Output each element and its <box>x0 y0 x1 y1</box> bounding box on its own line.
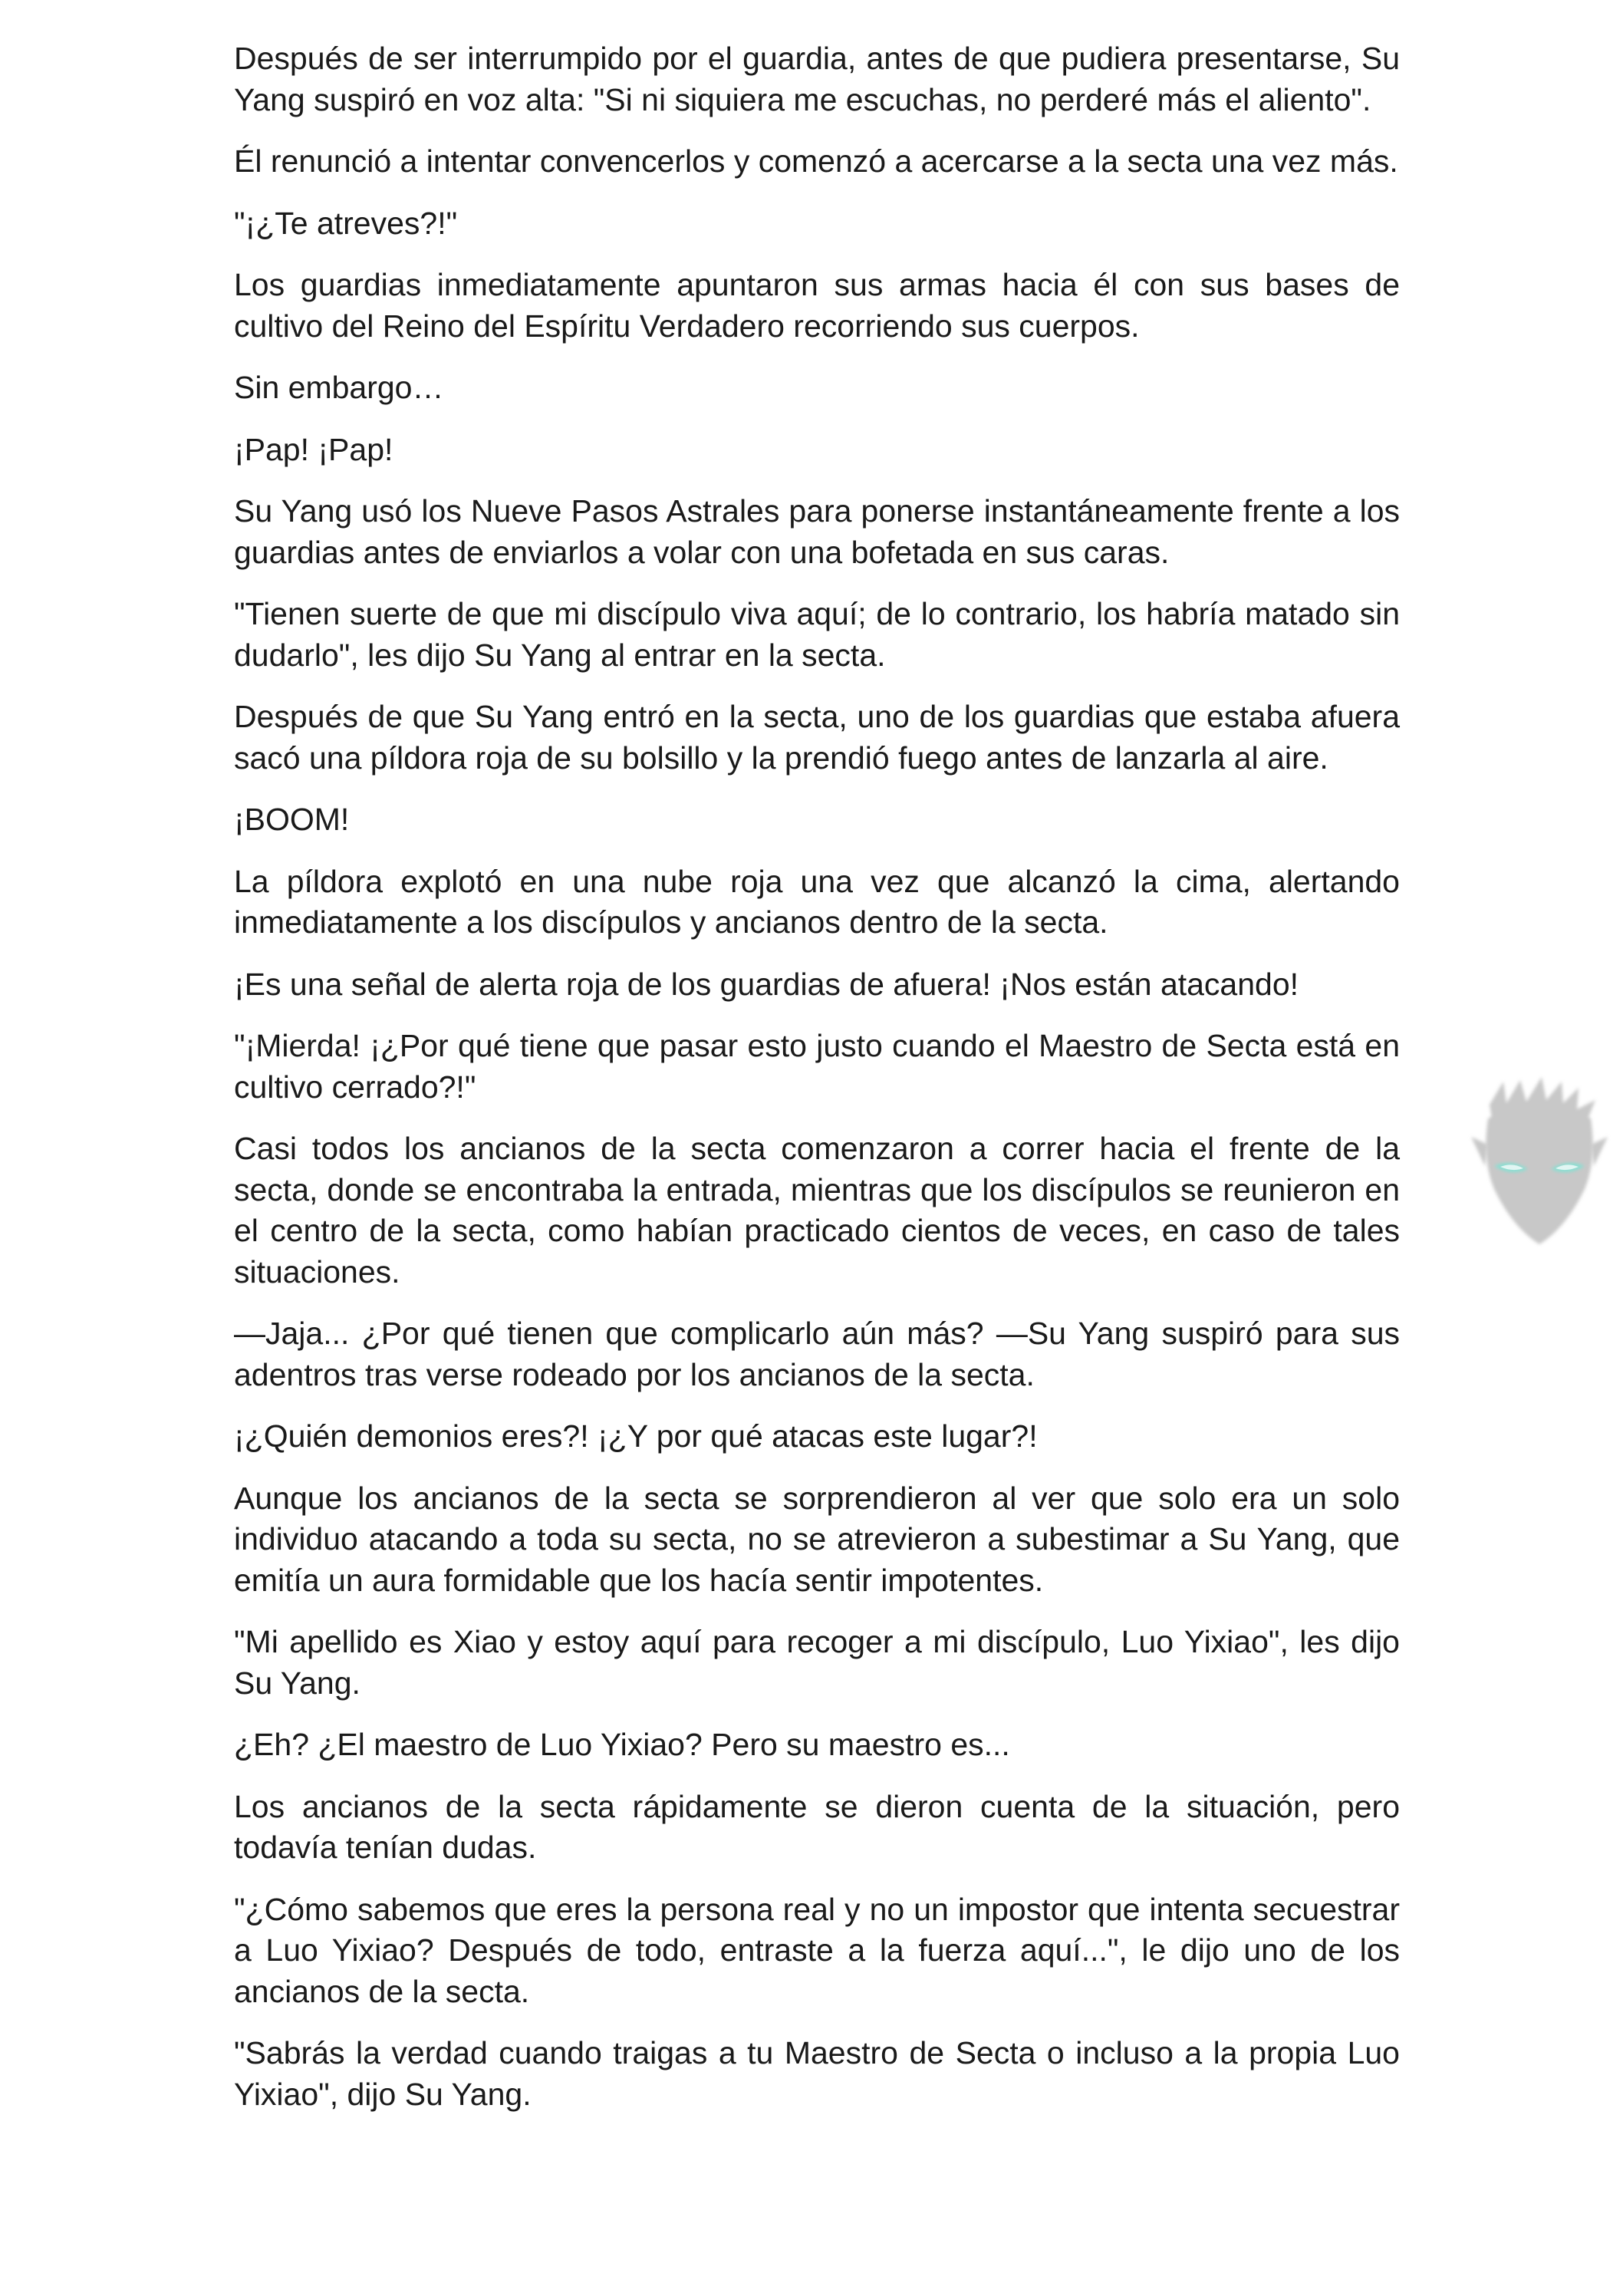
paragraph: Casi todos los ancianos de la secta comenzaron a correr hacia el frente de la secta, donde se encontraba la entrada, mientras que los discípulos se reunieron en el centro de la secta, como habían practicado cientos de veces, en caso de tales situaciones. <box>234 1131 1400 1290</box>
paragraph: ¡Es una señal de alerta roja de los guardias de afuera! ¡Nos están atacando! <box>234 966 1299 1002</box>
paragraph: "Mi apellido es Xiao y estoy aquí para recoger a mi discípulo, Luo Yixiao", les dijo Su Yang. <box>234 1624 1400 1701</box>
demon-head-icon <box>1467 1074 1612 1250</box>
paragraph: La píldora explotó en una nube roja una vez que alcanzó la cima, alertando inmediatamente a los discípulos y ancianos dentro de la secta. <box>234 863 1400 940</box>
paragraph: "Tienen suerte de que mi discípulo viva aquí; de lo contrario, los habría matado sin dudarlo", les dijo Su Yang al entrar en la secta. <box>234 596 1400 673</box>
paragraph: "¡Mierda! ¡¿Por qué tiene que pasar esto justo cuando el Maestro de Secta está en cultivo cerrado?!" <box>234 1028 1400 1105</box>
paragraph: "¿Cómo sabemos que eres la persona real y no un impostor que intenta secuestrar a Luo Yixiao? Después de todo, entraste a la fuerza aquí...", le dijo uno de los ancianos de la secta. <box>234 1891 1400 2009</box>
document-body <box>234 38 1400 2136</box>
paragraph: —Jaja... ¿Por qué tienen que complicarlo aún más? —Su Yang suspiró para sus adentros tras verse rodeado por los ancianos de la secta. <box>234 1316 1400 1392</box>
paragraph: "Sabrás la verdad cuando traigas a tu Maestro de Secta o incluso a la propia Luo Yixiao", dijo Su Yang. <box>234 2035 1400 2112</box>
paragraph: Después de ser interrumpido por el guardia, antes de que pudiera presentarse, Su Yang suspiró en voz alta: "Si ni siquiera me escuchas, no perderé más el aliento". <box>234 41 1400 117</box>
paragraph: Los guardias inmediatamente apuntaron sus armas hacia él con sus bases de cultivo del Reino del Espíritu Verdadero recorriendo sus cuerpos. <box>234 267 1400 344</box>
paragraph: Aunque los ancianos de la secta se sorprendieron al ver que solo era un solo individuo atacando a toda su secta, no se atrevieron a subestimar a Su Yang, que emitía un aura formidable que los hacía sentir impotentes. <box>234 1480 1400 1598</box>
paragraph: "¡¿Te atreves?!" <box>234 205 458 241</box>
paragraph: Después de que Su Yang entró en la secta, uno de los guardias que estaba afuera sacó una píldora roja de su bolsillo y la prendió fuego antes de lanzarla al aire. <box>234 699 1400 776</box>
paragraph: Su Yang usó los Nueve Pasos Astrales para ponerse instantáneamente frente a los guardias antes de enviarlos a volar con una bofetada en sus caras. <box>234 493 1400 570</box>
paragraph: Él renunció a intentar convencerlos y comenzó a acercarse a la secta una vez más. <box>234 143 1398 179</box>
paragraph: ¡Pap! ¡Pap! <box>234 431 393 467</box>
paragraph: Los ancianos de la secta rápidamente se dieron cuenta de la situación, pero todavía tenían dudas. <box>234 1788 1400 1865</box>
paragraph: ¿Eh? ¿El maestro de Luo Yixiao? Pero su maestro es... <box>234 1727 1010 1762</box>
paragraph: Sin embargo… <box>234 370 444 405</box>
paragraph: ¡BOOM! <box>234 802 350 837</box>
paragraph: ¡¿Quién demonios eres?! ¡¿Y por qué atacas este lugar?! <box>234 1418 1038 1454</box>
